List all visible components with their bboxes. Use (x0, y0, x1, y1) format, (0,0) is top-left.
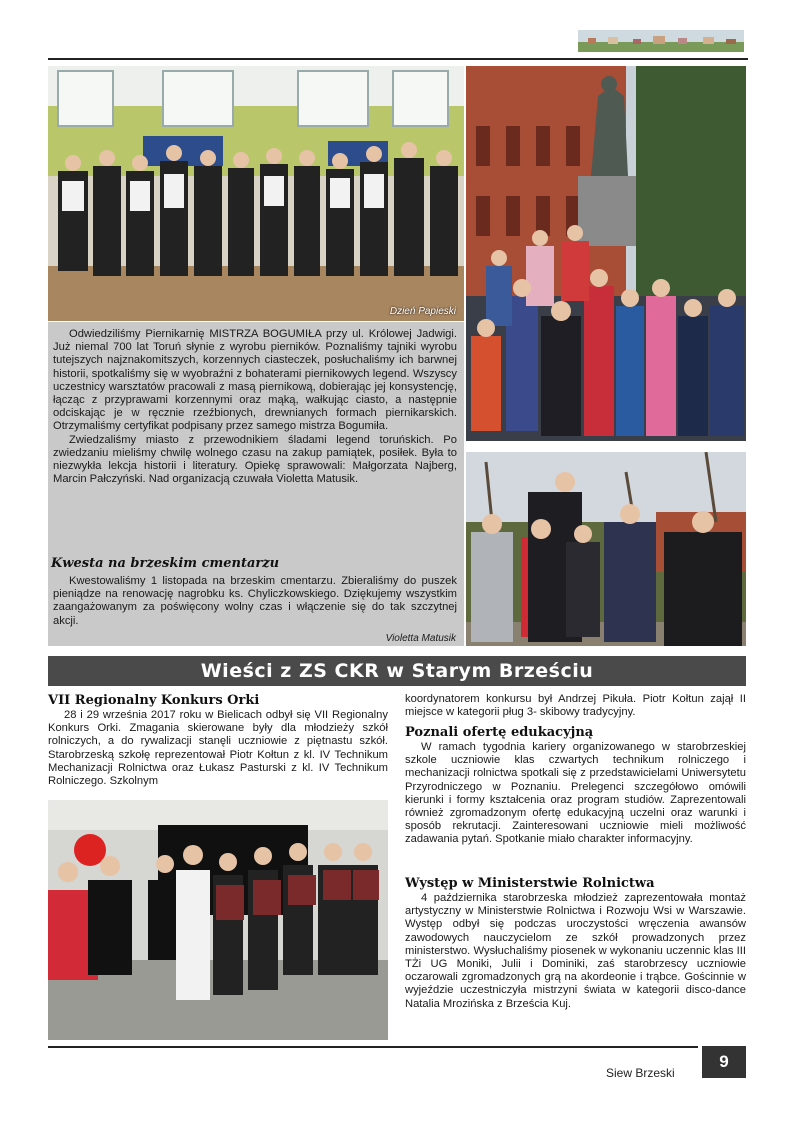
article-torun-text (53, 328, 457, 486)
header-rule (48, 58, 748, 60)
article-offer-title: Poznali ofertę edukacyjną (405, 725, 594, 740)
section-banner: Wieści z ZS CKR w Starym Brześciu (48, 656, 746, 686)
paragraph: koordynatorem konkursu był Andrzej Pikuła. Piotr Kołtun zajął II miejsce w kategorii pług 3- skibowy tradycyjny. (405, 693, 746, 719)
article-ministry-title: Występ w Ministerstwie Rolnictwa (405, 876, 655, 891)
article-box-torun (48, 322, 464, 646)
photo-accordion-performance (48, 800, 388, 1040)
photo-caption: Dzień Papieski (389, 306, 456, 317)
header-thumbnail-image (578, 30, 744, 52)
kwesta-signature: Violetta Matusik (385, 633, 456, 644)
photo-copernicus-monument-group (466, 66, 746, 441)
publication-name: Siew Brzeski (606, 1066, 675, 1080)
article-orki-text (48, 709, 388, 788)
paragraph: 28 i 29 września 2017 roku w Bielicach odbył się VII Regionalny Konkurs Orki. Zmagania skierowane były dla młodzieży szkół rolniczych, a do rywalizacji stanęli uczniowie z piętnastu szkół. Starobrzeską szkołę reprezentował Piotr Kołtun z kl. IV Technikum Mechanizacji Rolnictwa oraz Łukasz Pasturski z kl. IV Technikum Rolniczego. Szkolnym (48, 709, 388, 788)
photo-school-hall-group (48, 66, 464, 321)
paragraph: Kwestowaliśmy 1 listopada na brzeskim cmentarzu. Zbieraliśmy do puszek pieniądze na renowację nagrobku ks. Chyliczkowskiego. Dziękujemy wszystkim zaangażowanym za poświęcony wolny czas i włączenie się do tak szczytnej akcji. (53, 575, 457, 627)
kwesta-heading: Kwesta na brzeskim cmentarzu (51, 556, 280, 571)
article-offer-text (405, 741, 746, 847)
footer-rule (48, 1046, 698, 1048)
article-orki-continuation (405, 693, 746, 719)
paragraph: W ramach tygodnia kariery organizowanego w starobrzeskiej szkole uczniowie klas czwartych technikum rolniczego i mechanizacji rolnictwa spotkali się z przedstawicielami Uniwersytetu Przyrodniczego w Poznaniu. Prelegenci szczegółowo omówili kierunki i formy kształcenia oraz program studiów. Zaprezentowali również zgromadzonym ofertę edukacyjną uczelni oraz warunki i sposób rekrutacji. Zainteresowani uczniowie mieli możliwość zadawania pytań. Spotkanie miało charakter informacyjny. (405, 741, 746, 846)
kwesta-text (53, 575, 457, 628)
paragraph: Zwiedzaliśmy miasto z przewodnikiem śladami legend toruńskich. Po zwiedzaniu mieliśmy chwilę wolnego czasu na zakup pamiątek, posiłek. Była to niezwykła lekcja historii i literatury. Opiekę sprawowali: Małgorzata Najberg, Marcin Pałczyński. Nad organizacją czuwała Violetta Matusik. (53, 433, 457, 486)
article-orki-title: VII Regionalny Konkurs Orki (48, 693, 260, 708)
paragraph: Odwiedziliśmy Piernikarnię MISTRZA BOGUMIŁA przy ul. Królowej Jadwigi. Już niemal 700 lat Toruń słynie z wyrobu pierników. Poznaliśmy tajniki wyrobu tutejszych najznakomitszych, korzennych ciasteczek, posłuchaliśmy ich barwnej historii, spotkaliśmy się w wyobraźni z bohaterami piernikowych legend. Wszyscy uczestnicy warsztatów pracowali z masą piernikową, dobierając jej konsystencję, łącząc z przyprawami korzennymi oraz mąką, wałkując ciasto, a następnie odciskając je w ręcznie rzeźbionych, drewnianych formach piernikarskich. Otrzymaliśmy certyfikat podpisany przez samego mistrza Bogumiła. (53, 328, 457, 433)
article-ministry-text (405, 892, 746, 1011)
photo-cemetery-collection (466, 452, 746, 646)
page-number: 9 (702, 1046, 746, 1078)
paragraph: 4 października starobrzeska młodzież zaprezentowała montaż artystyczny w Ministerstwie Rolnictwa i Rozwoju Wsi w Warszawie. Występ odbył się podczas uroczystości wręczenia awansów zawodowych nauczycielom ze szkół prowadzonych przez ministerstwo. Wysłuchaliśmy piosenek w wykonaniu uczennic klas III TŻi UG Moniki, Julii i Dominiki, zaś starobrzescy uczniowie oczarowali zgromadzonych grą na akordeonie i trąbce. Gościnnie w wyjeździe uczestniczyła mistrzyni świata w kategorii disco-dance Natalia Mrozińska z Brześcia Kuj. (405, 892, 746, 1010)
